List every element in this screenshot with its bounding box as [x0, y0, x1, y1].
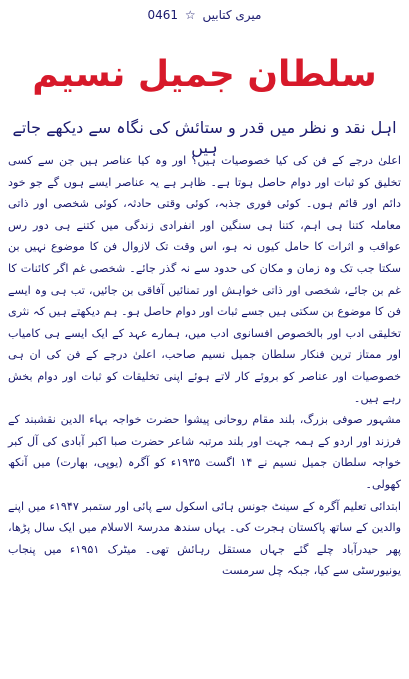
paragraph-1: اعلیٰ درجے کے فن کی کیا خصوصیات ہیں؟ اور وہ کیا عناصر ہیں جن سے کسی تخلیق کو ثبات اور دوام حاصل ہوتا ہے۔ ظاہر ہے یہ عناصر ایسے ہوں گے جو خود دائم اور قائم ہوں۔ کوئی فوری جذبہ، کوئی وقتی حادثہ، کوئی شخصی اور ذاتی معاملہ کتنا ہی اہم، کتنا ہی سنگین اور انفرادی زندگی میں کتنے ہی دور رس عواقب و اثرات کا حامل کیوں نہ ہو، اس وقت تک لازوال فن کا موضوع نہیں بن سکتا جب تک وہ زمان و مکان کی حدود سے نہ گذر جائے۔ شخصی غم اگر کائنات کا غم بن جائے، شخصی اور ذاتی خواہش اور تمنائیں آفاقی بن جائیں، تب ہی وہ ایسے فن کا موضوع بن سکتی ہیں جسے ثبات اور دوام حاصل ہو۔ ہم دیکھتے ہیں کہ نثری تخلیقی ادب اور بالخصوص افسانوی ادب میں، ہمارے عہد کے ایک ایسے ہی کامیاب اور ممتاز ترین فنکار سلطان جمیل نسیم صاحب، اعلیٰ درجے کے فن کی ان ہی خصوصیات اور عناصر کو بروئے کار لاتے ہوئے اپنی تخلیقات کو ثبات اور دوام بخش رہے ہیں۔ [8, 154, 401, 405]
page-title: سلطان جمیل نسیم [32, 54, 377, 95]
article-body [8, 150, 401, 582]
paragraph-2: مشہور صوفی بزرگ، بلند مقام روحانی پیشوا حضرت خواجہ بہاء الدین نقشبند کے فرزند اور اردو کے ہمہ جہت اور بلند مرتبہ شاعر حضرت صبا اکبر آبادی کی آل کبر خواجہ سلطان جمیل نسیم نے ۱۴ اگست ۱۹۳۵ء کو آگرہ (یوپی، بھارت) میں آنکھ کھولی۔ [8, 413, 401, 491]
paragraph-3: ابتدائی تعلیم آگرہ کے سینٹ جونس ہائی اسکول سے پائی اور ستمبر ۱۹۴۷ء میں اپنے والدین کے ساتھ پاکستان ہجرت کی۔ یہاں سندھ مدرسۃ الاسلام میں ایک سال پڑھا، پھر حیدرآباد چلے گئے جہاں مستقل رہائش تھی۔ میٹرک ۱۹۵۱ء میں پنجاب یونیورسٹی سے کیا، جبکہ چل سرمست [8, 499, 401, 578]
series-label: میری کتابیں [202, 8, 262, 22]
star-icon: ☆ [184, 8, 196, 22]
page-header [0, 8, 409, 22]
page-number: 0461 [147, 8, 179, 22]
page-subtitle: اہل نقد و نظر میں قدر و ستائش کی نگاہ سے دیکھے جاتے ہیں [12, 118, 397, 157]
